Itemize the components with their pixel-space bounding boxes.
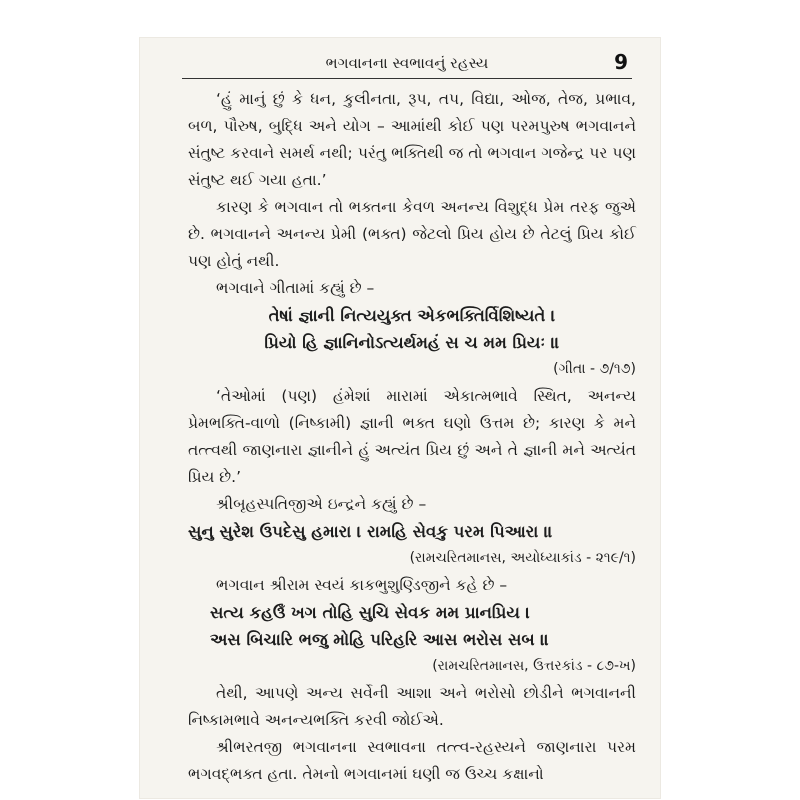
paragraph-1: ‘હું માનું છું કે ધન, કુલીનતા, રૂપ, તપ, વિદ્યા, ઓજ, તેજ, પ્રભાવ, બળ, પૌરુષ, બુદ્ધિ અને યોગ – આમાંથી કોઈ પણ પરમપુરુષ ભગવાનને સંતુષ્ટ કરવાને સમર્થ નથી; પરંતુ ભક્તિથી જ તો ભગવાન ગજેન્દ્ર પર પણ સંતુષ્ટ થઈ ગયા હતા.’ [188,90,636,189]
running-header [182,48,632,79]
paragraph-6: ભગવાન શ્રીરામ સ્વયં કાકભુશુણ્ડિજીને કહે છે – [216,576,508,594]
paragraph-7: તેથી, આપણે અન્ય સર્વેની આશા અને ભરોસો છોડીને ભગવાનની નિષ્કામભાવે અનન્યભક્તિ કરવી જોઈએ. [188,684,636,729]
paragraph-8: શ્રીભરતજી ભગવાનના સ્વભાવના તત્ત્વ-રહસ્યને જાણનારા પરમ ભગવદ્ભક્ત હતા. તેમનો ભગવાનમાં ઘણી જ ઉચ્ચ કક્ષાનો [188,738,636,783]
verse-1-line-2: પ્રિયો હિ જ્ઞાનિનોઽત્યર્થમહં સ ચ મમ પ્રિયઃ ॥ [264,333,560,352]
verse-3-line-1: સત્ય કહઉઁ ખગ તોહિ સુચિ સેવક મમ પ્રાનપ્રિય । [210,603,531,622]
page-body [188,86,636,788]
book-page [140,38,660,798]
verse-2-reference: (રામચરિતમાનસ, અયોધ્યાકાંડ - ૨૧૯/૧) [409,550,636,566]
paragraph-4: ‘તેઓમાં (પણ) હંમેશાં મારામાં એકાત્મભાવે સ્થિત, અનન્ય પ્રેમભક્તિ-વાળો (નિષ્કામી) જ્ઞાની ભક્ત ઘણો ઉત્તમ છે; કારણ કે મને તત્ત્વથી જાણનારા જ્ઞાનીને હું અત્યંત પ્રિય છું અને તે જ્ઞાની મને અત્યંત પ્રિય છે.’ [188,387,636,486]
running-title: ભગવાનના સ્વભાવનું રહસ્ય [325,54,489,72]
verse-3-reference: (રામચરિતમાનસ, ઉત્તરકાંડ - ૮૭-ખ) [432,658,636,674]
paragraph-2: કારણ કે ભગવાન તો ભક્તના કેવળ અનન્ય વિશુદ્ધ પ્રેમ તરફ જુએ છે. ભગવાનને અનન્ય પ્રેમી (ભક્ત) જેટલો પ્રિય હોય છે તેટલું પ્રિય કોઈ પણ હોતું નથી. [188,198,636,270]
verse-2: સુનુ સુરેશ ઉપદેસુ હમારા । રામહિ સેવકુ પરમ પિઆરા ॥ [188,522,553,541]
paragraph-5: શ્રીબૃહસ્પતિજીએ ઇન્દ્રને કહ્યું છે – [216,495,427,513]
verse-1-line-1: તેષાં જ્ઞાની નિત્યયુક્ત એકભક્તિર્વિશિષ્યતે । [268,306,556,325]
verse-1-reference: (ગીતા - ૭/૧૭) [553,361,636,377]
verse-3-line-2: અસ બિચારિ ભજુ મોહિ પરિહરિ આસ ભરોસ સબ ॥ [210,630,550,649]
paragraph-3: ભગવાને ગીતામાં કહ્યું છે – [216,279,375,297]
page-number: 9 [614,50,628,74]
